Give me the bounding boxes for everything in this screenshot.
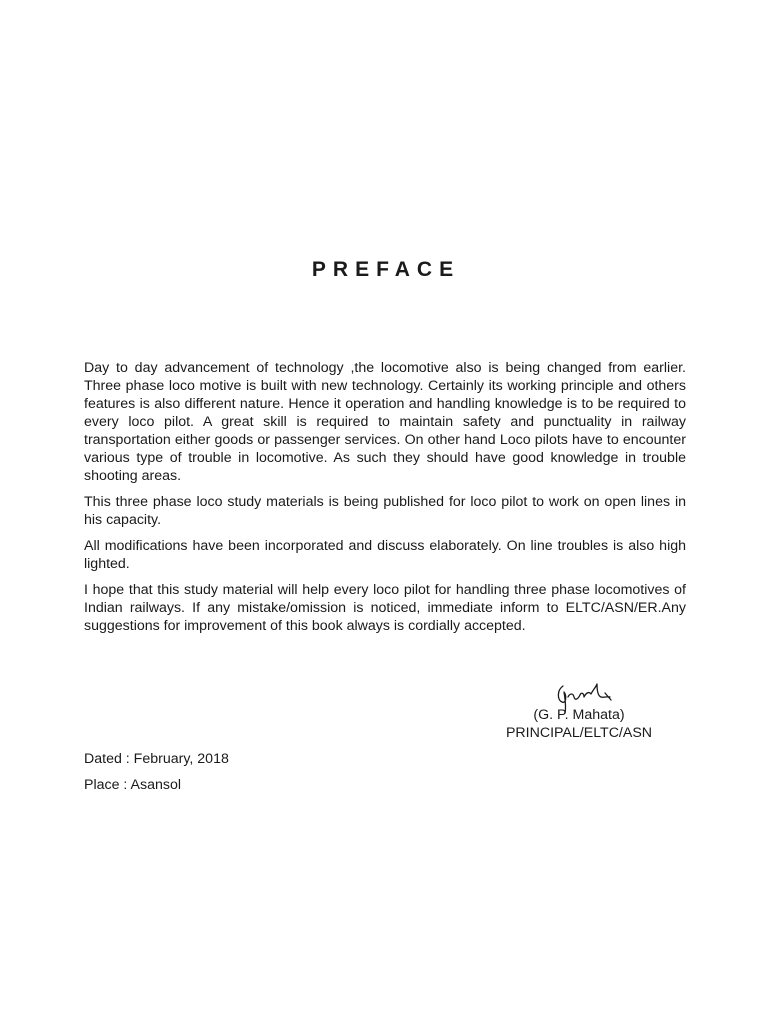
- preface-body: [84, 359, 686, 643]
- signatory-designation: PRINCIPAL/ELTC/ASN: [505, 725, 653, 741]
- paragraph-3: All modifications have been incorporated and discuss elaborately. On line troubles is also high lighted.: [84, 538, 686, 572]
- page-title: PREFACE: [311, 258, 461, 281]
- place-line: Place : Asansol: [84, 777, 182, 793]
- paragraph-1: Day to day advancement of technology ,the locomotive also is being changed from earlier. Three phase loco motive is built with new technology. Certainly its working principle and others features is also different nature. Hence it operation and handling knowledge is to be required to every loco pilot. A great skill is required to maintain safety and punctuality in railway transportation either goods or passenger services. On other hand Loco pilots have to encounter various type of trouble in locomotive. As such they should have good knowledge in trouble shooting areas.: [84, 360, 686, 484]
- signatory-name: (G. P. Mahata): [533, 707, 625, 723]
- paragraph-2: This three phase loco study materials is being published for loco pilot to work on open lines in his capacity.: [84, 494, 686, 528]
- paragraph-4: I hope that this study material will help every loco pilot for handling three phase locomotives of Indian railways. If any mistake/omission is noticed, immediate inform to ELTC/ASN/ER.Any suggestions for improvement of this book always is cordially accepted.: [84, 582, 686, 634]
- dated-line: Dated : February, 2018: [84, 751, 229, 767]
